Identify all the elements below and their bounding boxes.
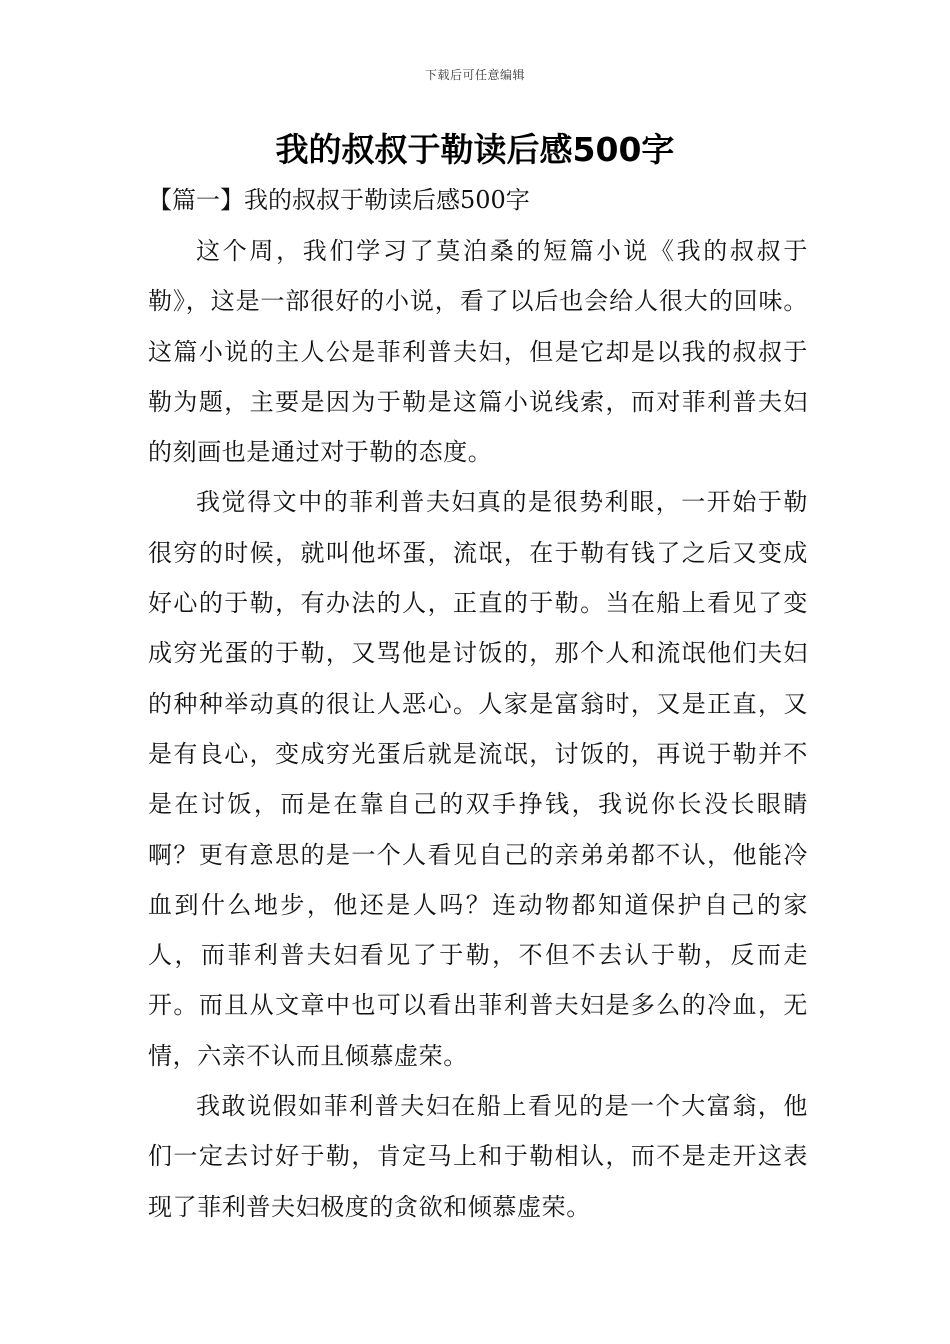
paragraph: 这个周，我们学习了莫泊桑的短篇小说《我的叔叔于勒》，这是一部很好的小说，看了以后也会给人很大的回味。这篇小说的主人公是菲利普夫妇，但是它却是以我的叔叔于勒为题，主要是因为于勒是这篇小说线索，而对菲利普夫妇的刻画也是通过对于勒的态度。	[148, 237, 808, 467]
paragraph: 我敢说假如菲利普夫妇在船上看见的是一个大富翁，他们一定去讨好于勒，肯定马上和于勒相认，而不是走开这表现了菲利普夫妇极度的贪欲和倾慕虚荣。	[148, 1092, 808, 1221]
document-body	[148, 226, 808, 1232]
paragraph: 我觉得文中的菲利普夫妇真的是很势利眼，一开始于勒很穷的时候，就叫他坏蛋，流氓，在于勒有钱了之后又变成好心的于勒，有办法的人，正直的于勒。当在船上看见了变成穷光蛋的于勒，又骂他是讨饭的，那个人和流氓他们夫妇的种种举动真的很让人恶心。人家是富翁时，又是正直，又是有良心，变成穷光蛋后就是流氓，讨饭的，再说于勒并不是在讨饭，而是在靠自己的双手挣钱，我说你长没长眼睛啊？更有意思的是一个人看见自己的亲弟弟都不认，他能冷血到什么地步，他还是人吗？连动物都知道保护自己的家人，而菲利普夫妇看见了于勒，不但不去认于勒，反而走开。而且从文章中也可以看出菲利普夫妇是多么的冷血，无情，六亲不认而且倾慕虚荣。	[148, 488, 808, 1070]
header-note: 下载后可任意编辑	[424, 68, 525, 82]
document-title: 我的叔叔于勒读后感500字	[275, 130, 675, 169]
section-heading: 【篇一】我的叔叔于勒读后感500字	[148, 186, 530, 214]
